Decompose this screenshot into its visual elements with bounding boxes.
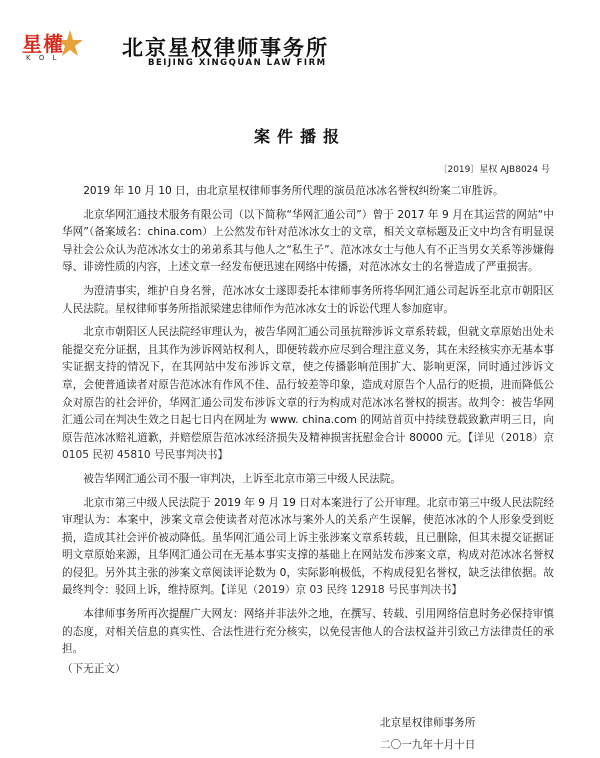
paragraph-text: 北京市第三中级人民法院于 2019 年 9 月 19 日对本案进行了公开审理。北京市第三中级人民法院经审理认为：本案中，涉案文章会使读者对范冰冰与案外人的关系产生误解，使范冰冰的个人形象受到贬损，造成其社会评价被动降低。虽华网汇通公司上诉主张涉案文章系转载，且已删除，但其未提交证据证明文章原始来源，且华网汇通公司在无基本事实支撑的基础上在网站发布涉案文章，构成对范冰冰名誉权的侵犯。另外其主张的涉案文章阅读评论数为 0，实际影响极低，不构成侵犯名誉权，缺乏法律依据。故最终判令：驳回上诉，维持原判。	[62, 496, 554, 597]
document-number: 〔2019〕星权 AJB8024 号	[438, 165, 550, 175]
brand-mark: 星權	[22, 32, 64, 56]
firm-name-en: BEIJING XINGQUAN LAW FIRM	[148, 58, 327, 68]
paragraph	[62, 471, 554, 489]
signature-date: 二〇一九年十月十日	[380, 739, 476, 751]
letterhead	[22, 28, 582, 68]
signature-firm: 北京星权律师事务所	[380, 717, 476, 729]
paragraph	[62, 324, 554, 465]
document-title: 案件播报	[253, 127, 346, 146]
firm-name-cn: 北京星权律师事务所	[122, 35, 329, 60]
signature-block	[380, 712, 530, 756]
paragraph-text: 北京市朝阳区人民法院经审理认为，被告华网汇通公司虽抗辩涉诉文章系转载，但就文章原始出处未能提交充分证据，且其作为涉诉网站权利人，即便转载亦应尽到合理注意义务，其在未经核实亦无基本事实证据支持的情况下，在其网站中发布涉诉文章，使之传播影响范围扩大、影响更深，同时通过涉诉文章，会使普通读者对原告范冰冰有作风不佳、品行较差等印象，造成对原告个人品行的贬损，进而降低公众对原告的社会评价，华网汇通公司发布涉诉文章的行为构成对范冰冰名誉权的损害。故判令：被告华网汇通公司在判决生效之日起七日内在网址为 www. china.com 的网站首页中持续登载致歉声明三日，向原告范冰冰赔礼道歉，并赔偿原告范冰冰经济损失及精神损害抚慰金合计 80000 元。	[62, 326, 554, 444]
paragraph	[62, 495, 554, 601]
paragraph-text: 北京华网汇通技术服务有限公司（以下简称“华网汇通公司”）曾于 2017 年 9 月在其运营的网站“中华网”（备案域名：china.com）上公然发布针对范冰冰女士的文章，相关文章标题及正文中均含有明显误导社会公众认为范冰冰女士的弟弟系其与他人之“私生子”、范冰冰女士与他人有不正当男女关系等涉嫌侮辱、诽谤性质的内容，上述文章一经发布便迅速在网络中传播，对范冰冰女士的名誉造成了严重损害。	[62, 208, 554, 274]
paragraph-text: 被告华网汇通公司不服一审判决，上诉至北京市第三中级人民法院。	[83, 472, 401, 485]
paragraph-text: 2019 年 10 月 10 日，由北京星权律师事务所代理的演员范冰冰名誉权纠纷案二审胜诉。	[83, 185, 504, 197]
brand-subtitle: K O L	[26, 54, 60, 62]
closing-note: （下无正文）	[62, 662, 126, 675]
document-body	[62, 183, 554, 684]
paragraph-text: 本律师事务所再次提醒广大网友：网络并非法外之地，在撰写、转载、引用网络信息时务必保持审慎的态度，对相关信息的真实性、合法性进行充分核实，以免侵害他人的合法权益并引致己方法律责任的承担。	[62, 608, 554, 656]
case-reference: 【详见（2019）京 03 民终 12918 号民事判决书】	[220, 584, 463, 597]
paragraph	[62, 183, 554, 201]
paragraph	[62, 283, 554, 318]
case-reference: 【详见（2018）京 0105 民初 45810 号民事判决书】	[62, 431, 554, 462]
paragraph-text: 为澄清事实，维护自身名誉，范冰冰女士遂即委托本律师事务所将华网汇通公司起诉至北京市朝阳区人民法院。星权律师事务所指派梁建忠律师作为范冰冰女士的诉讼代理人参加庭审。	[62, 284, 554, 315]
paragraph	[62, 606, 554, 659]
logo	[22, 28, 112, 68]
paragraph	[62, 207, 554, 277]
